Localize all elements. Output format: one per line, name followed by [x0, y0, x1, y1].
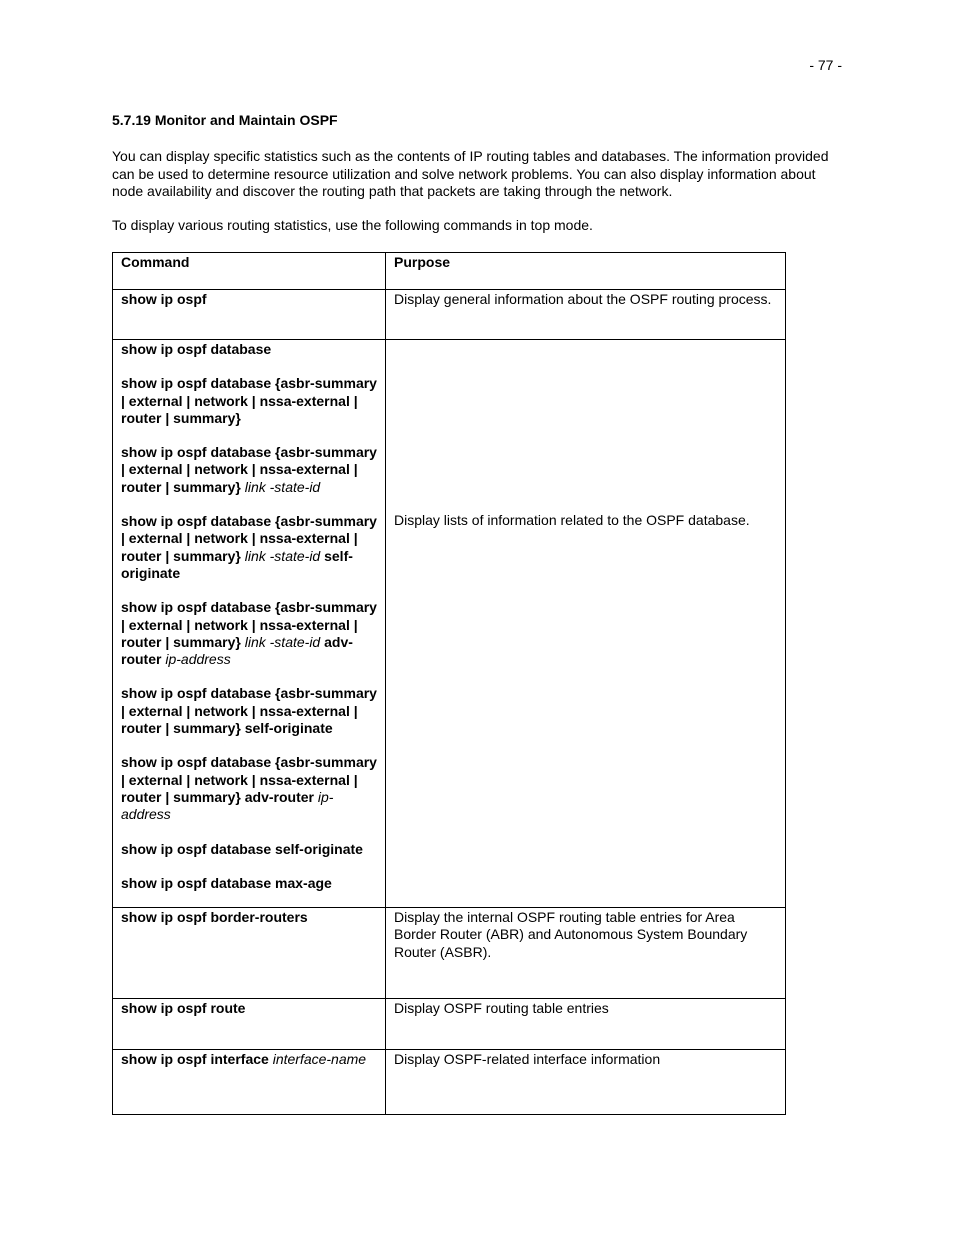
command-text: show ip ospf database {asbr-summary | external | network | nssa-external | router | summary}: [121, 444, 377, 495]
header-purpose: [386, 253, 786, 290]
header-purpose-label: Purpose: [394, 254, 451, 270]
command-text: show ip ospf border-routers: [121, 909, 308, 925]
command-table: [112, 252, 786, 1115]
command-text: show ip ospf database {asbr-summary | external | network | nssa-external | router | summary}: [121, 513, 377, 564]
command-entry: [121, 341, 377, 358]
section-title: 5.7.19 Monitor and Maintain OSPF: [112, 112, 338, 128]
table-row: [113, 290, 786, 340]
intro-paragraph: You can display specific statistics such as the contents of IP routing tables and databases. The information provided can be used to determine resource utilization and solve network problems. You can also display information about node availability and discover the routing path that packets are taking through the network.: [112, 148, 829, 199]
command-text: show ip ospf database {asbr-summary | external | network | nssa-external | router | summary}: [121, 375, 377, 426]
command-cell: [113, 999, 386, 1050]
table-row: [113, 908, 786, 999]
table-header-row: [113, 253, 786, 290]
instruction-paragraph: To display various routing statistics, use the following commands in top mode.: [112, 217, 593, 233]
command-argument: interface-name: [272, 1051, 367, 1067]
header-command: [113, 253, 386, 290]
page-number: - 77 -: [809, 57, 842, 73]
command-cell: [113, 340, 386, 908]
command-argument: link -state-id: [244, 478, 321, 495]
command-entry: [121, 599, 377, 668]
table-row: [113, 1050, 786, 1115]
command-text: show ip ospf database: [121, 341, 272, 357]
command-cell: [113, 290, 386, 340]
command-text: show ip ospf database max-age: [121, 874, 332, 891]
header-command-label: Command: [121, 254, 190, 270]
purpose-cell: [386, 290, 786, 340]
purpose-cell: [386, 340, 786, 908]
command-entry: [121, 513, 377, 582]
command-cell: [113, 908, 386, 999]
command-text: show ip ospf database {asbr-summary | external | network | nssa-external | router | summary} adv-router: [121, 754, 377, 805]
command-argument: link -state-id: [244, 547, 321, 564]
command-text: show ip ospf route: [121, 1000, 246, 1016]
command-text: show ip ospf database self-originate: [121, 840, 363, 857]
command-entry: [121, 754, 377, 823]
purpose-cell: [386, 908, 786, 999]
purpose-cell: [386, 1050, 786, 1115]
purpose-cell: [386, 999, 786, 1050]
command-keyword: self-originate: [121, 547, 353, 581]
command-entry: [121, 875, 377, 892]
command-keyword: adv-router: [121, 633, 353, 668]
command-text: show ip ospf database {asbr-summary | external | network | nssa-external | router | summary} self-originate: [121, 685, 377, 737]
command-entry: [121, 685, 377, 737]
command-text: show ip ospf: [121, 291, 207, 307]
purpose-text: Display the internal OSPF routing table entries for Area Border Router (ABR) and Autonomous System Boundary Router (ASBR).: [394, 909, 748, 960]
command-argument: ip-address: [165, 651, 231, 668]
command-argument: ip-address: [121, 788, 334, 823]
command-argument: link -state-id: [244, 633, 321, 650]
command-cell: [113, 1050, 386, 1115]
command-text: show ip ospf database {asbr-summary | external | network | nssa-external | router | summary}: [121, 599, 377, 650]
purpose-text: Display lists of information related to the OSPF database.: [394, 512, 750, 528]
purpose-text: Display OSPF routing table entries: [394, 1000, 609, 1016]
command-text: show ip ospf interface: [121, 1051, 269, 1067]
purpose-text: Display OSPF-related interface information: [394, 1051, 661, 1067]
command-entry: [121, 841, 377, 858]
table-row: [113, 340, 786, 908]
command-entry: [121, 444, 377, 496]
command-entry: [121, 375, 377, 427]
purpose-text: Display general information about the OSPF routing process.: [394, 291, 772, 307]
table-row: [113, 999, 786, 1050]
